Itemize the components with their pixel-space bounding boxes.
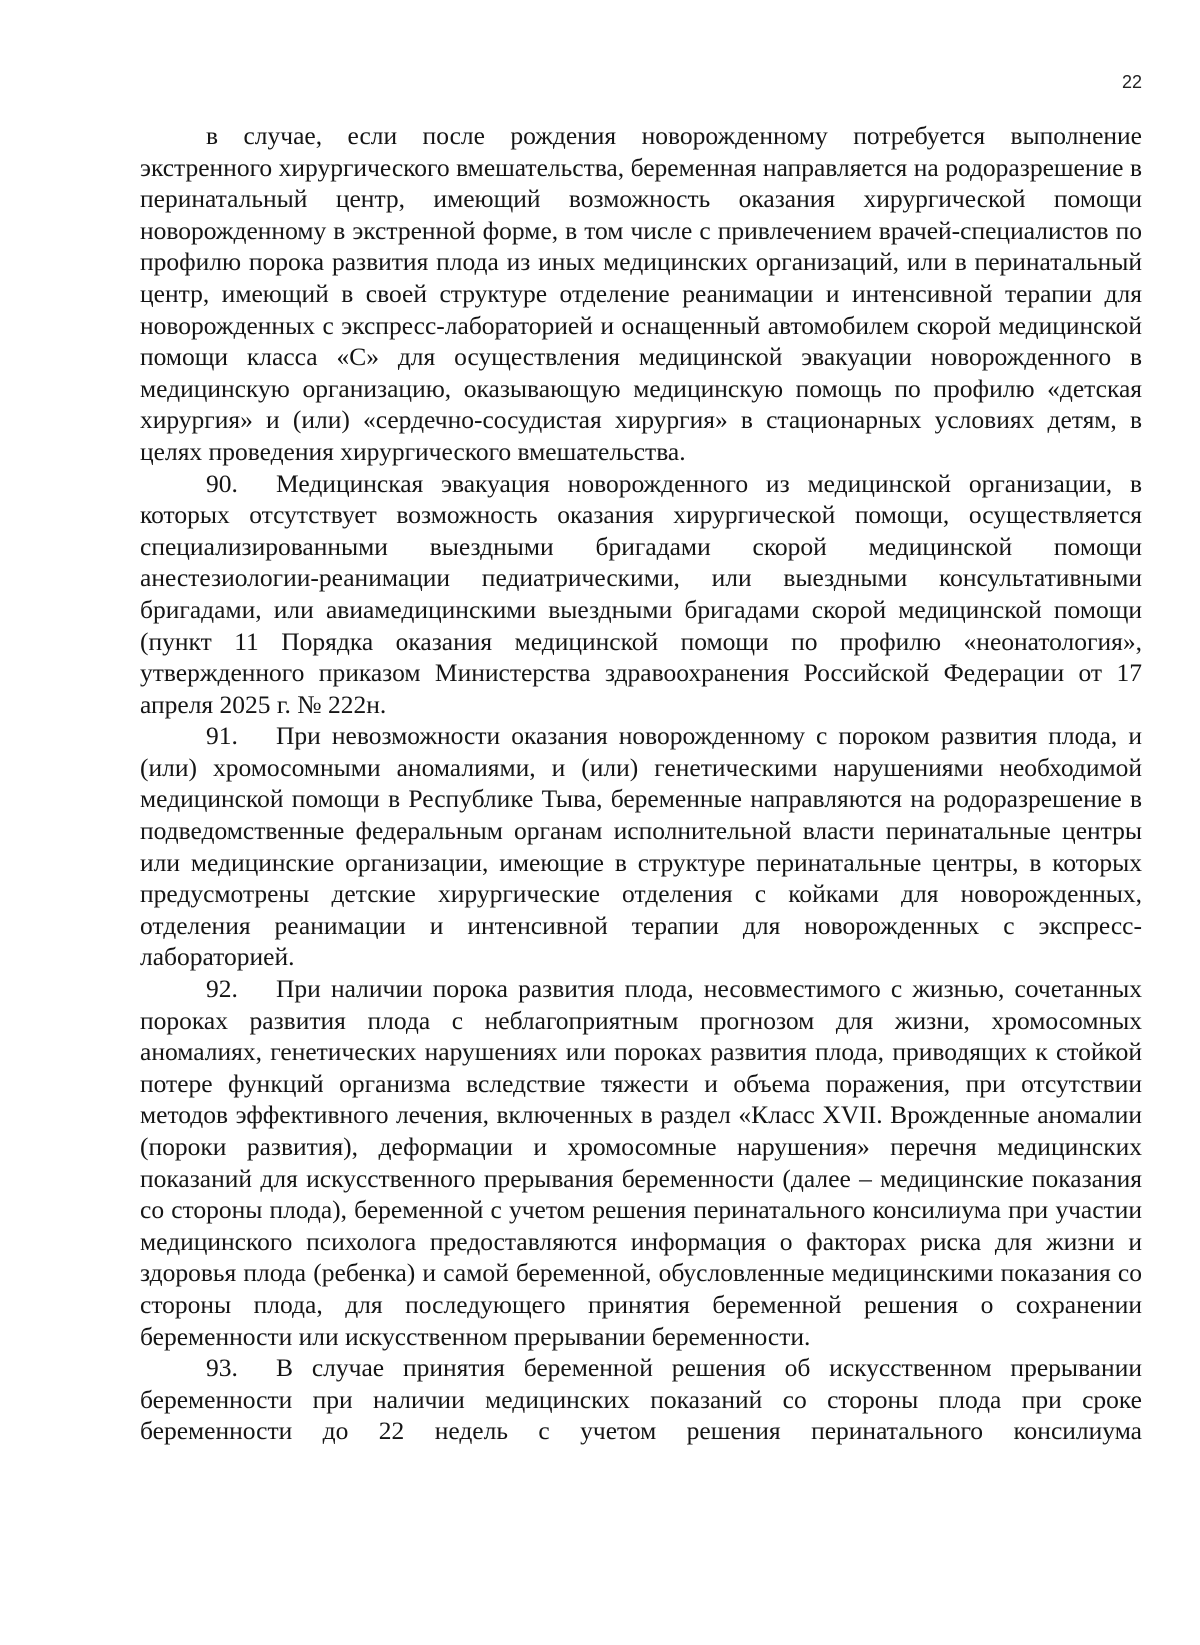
paragraph-number: 93.	[206, 1353, 238, 1383]
paragraph-continuation	[140, 120, 1142, 468]
page-number: 22	[1121, 72, 1142, 92]
paragraph-number: 92.	[206, 974, 238, 1004]
paragraph-text: При наличии порока развития плода, несовместимого с жизнью, сочетанных пороках развития плода с неблагоприятным прогнозом для жизни, хромосомных аномалиях, генетических нарушениях или пороках развития плода, приводящих к стойкой потере функций организма вследствие тяжести и объема поражения, при отсутствии методов эффективного лечения, включенных в раздел «Класс XVII. Врожденные аномалии (пороки развития), деформации и хромосомные нарушения» перечня медицинских показаний для искусственного прерывания беременности (далее – медицинские показания со стороны плода), беременной с учетом решения перинатального консилиума при участии медицинского психолога предоставляются информация о факторах риска для жизни и здоровья плода (ребенка) и самой беременной, обусловленные медицинскими показания со стороны плода, для последующего принятия беременной решения о сохранении беременности или искусственном прерывании беременности.	[140, 974, 1142, 1351]
paragraph-text: Медицинская эвакуация новорожденного из медицинской организации, в которых отсутствует возможность оказания хирургической помощи, осуществляется специализированными выездными бригадами скорой медицинской помощи анестезиологии-реанимации педиатрическими, или выездными консультативными бригадами, или авиамедицинскими выездными бригадами скорой медицинской помощи (пункт 11 Порядка оказания медицинской помощи по профилю «неонатология», утвержденного приказом Министерства здравоохранения Российской Федерации от 17 апреля 2025 г. № 222н.	[140, 468, 1142, 719]
paragraph-text: в случае, если после рождения новорожденному потребуется выполнение экстренного хирургического вмешательства, беременная направляется на родоразрешение в перинатальный центр, имеющий возможность оказания хирургической помощи новорожденному в экстренной форме, в том числе с привлечением врачей-специалистов по профилю порока развития плода из иных медицинских организаций, или в перинатальный центр, имеющий в своей структуре отделение реанимации и интенсивной терапии для новорожденных с экспресс-лабораторией и оснащенный автомобилем скорой медицинской помощи класса «С» для осуществления медицинской эвакуации новорожденного в медицинскую организацию, оказывающую медицинскую помощь по профилю «детская хирургия» и (или) «сердечно-сосудистая хирургия» в стационарных условиях детям, в целях проведения хирургического вмешательства.	[140, 121, 1142, 466]
paragraph-number: 90.	[206, 468, 238, 498]
paragraph-text: При невозможности оказания новорожденному с пороком развития плода, и (или) хромосомными аномалиями, и (или) генетическими нарушениями необходимой медицинской помощи в Республике Тыва, беременные направляются на родоразрешение в подведомственные федеральным органам исполнительной власти перинатальные центры или медицинские организации, имеющие в структуре перинатальные центры, в которых предусмотрены детские хирургические отделения с койками для новорожденных, отделения реанимации и интенсивной терапии для новорожденных с экспресс-лабораторией.	[140, 721, 1142, 972]
paragraph-93	[140, 1352, 1142, 1447]
paragraph-number: 91.	[206, 721, 238, 751]
paragraph-91	[140, 720, 1142, 973]
document-body	[140, 120, 1142, 1447]
paragraph-90	[140, 468, 1142, 721]
paragraph-text: В случае принятия беременной решения об искусственном прерывании беременности при наличии медицинских показаний со стороны плода при сроке беременности до 22 недель с учетом решения перинатального консилиума	[140, 1353, 1142, 1446]
paragraph-92	[140, 973, 1142, 1352]
